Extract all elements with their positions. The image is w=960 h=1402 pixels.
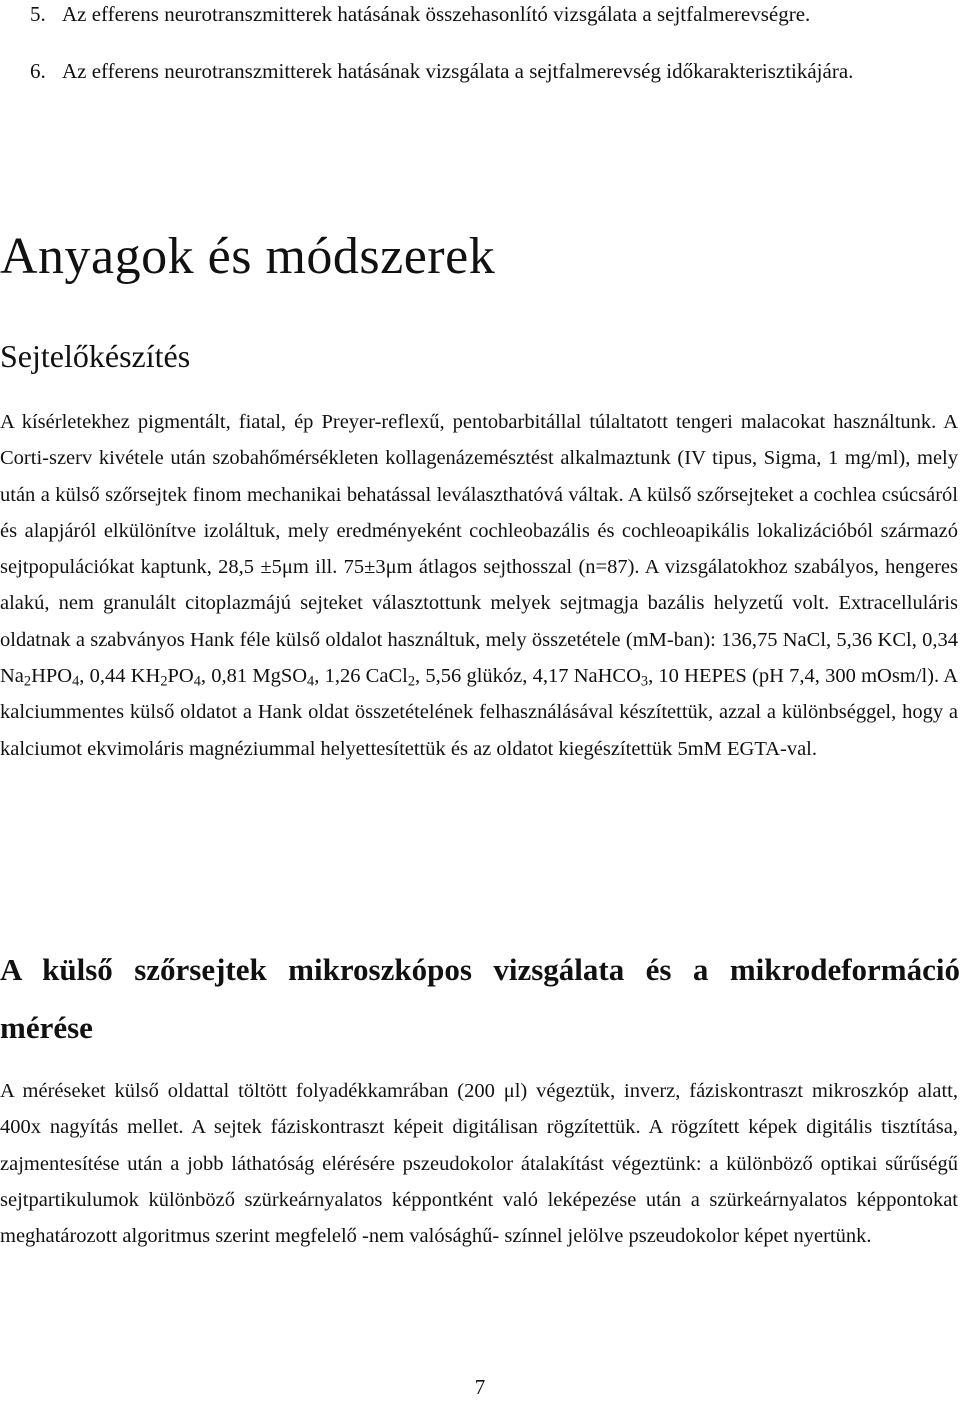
paragraph-text: , 5,56 glükóz, 4,17 NaHCO — [415, 665, 641, 688]
list-item — [0, 0, 957, 33]
paragraph-text: A kísérletekhez pigmentált, fiatal, ép Preyer-reflexű, pentobarbitállal túlaltatott tengeri malacokat használtunk. A Corti-szerv kivétele után szobahőmérsékleten kollagenázemésztést alkalmaztunk (IV tipus, Sigma, 1 mg/ml), mely után a külső szőrsejtek finom mechanikai behatással leválaszthatóvá váltak. A külső szőrsejteket a cochlea csúcsáról és alapjáról elkülönítve izoláltuk, mely eredményeként cochleobazális és cochleoapikális lokalizációból származó sejtpopulációkat kaptunk, 28,5 ±5μm ill. 75±3μm átlagos sejthosszal (n=87). A vizsgálatokhoz szabályos, hengeres alakú, nem granulált citoplazmájú sejteket választottunk melyek sejtmagja bazális helyzetű volt. Extracelluláris oldatnak a szabványos Hank féle külső oldalot használtuk, mely összetétele (mM-ban): 136,75 NaCl, 5,36 KCl, 0,34 Na — [0, 411, 958, 688]
paragraph-text: , 0,81 MgSO — [200, 665, 308, 688]
aims-list — [0, 0, 960, 90]
list-item — [0, 53, 957, 90]
section-title: Sejtelőkészítés — [0, 338, 191, 374]
methods-paragraph — [0, 404, 958, 767]
subscript: 3 — [640, 673, 649, 690]
subscript: 4 — [193, 673, 201, 690]
subscript: 2 — [23, 673, 32, 690]
subscript: 2 — [407, 673, 415, 690]
paragraph-text: , 1,26 CaCl — [314, 665, 408, 688]
list-item-number: 6. — [30, 59, 46, 83]
microscopy-paragraph: A méréseket külső oldattal töltött folyadékkamrában (200 μl) végeztük, inverz, fáziskontraszt mikroszkóp alatt, 400x nagyítás mellet. A sejtek fáziskontraszt képeit digitálisan rögzítettük. A rögzített képek digitális tisztítása, zajmentesítése után a jobb láthatóság elérésére pszeudokolor átalakítást végeztünk: a különböző optikai sűrűségű sejtpartikulumok különböző szürkeárnyalatos képpontként való leképezése után a szürkeárnyalatos képpontokat meghatározott algoritmus szerint megfelelő -nem valósághű- színnel jelölve pszeudokolor képet nyertünk. — [0, 1080, 958, 1248]
page-number: 7 — [474, 1375, 486, 1399]
paragraph-text: PO — [167, 665, 194, 688]
subscript: 2 — [160, 673, 168, 690]
list-item-text: Az efferens neurotranszmitterek hatásának vizsgálata a sejtfalmerevség időkarakterisztikájára. — [62, 59, 854, 83]
paragraph-text: HPO — [31, 665, 73, 688]
paragraph-text: , 0,44 KH — [79, 665, 161, 688]
subscript: 4 — [72, 673, 80, 690]
paragraph-text: , 10 HEPES (pH 7,4, 300 mOsm/l). A kalciummentes külső oldatot a Hank oldat összetételének felhasználásával készítettük, azzal a különbséggel, hogy a kalciumot ekvimoláris magnéziummal helyettesítettük és az oldatot kiegészítettük 5mM EGTA-val. — [0, 665, 958, 760]
list-item-number: 5. — [30, 2, 46, 26]
subsection-title: A külső szőrsejtek mikroszkópos vizsgálata és a mikrodeformáció mérése — [0, 952, 960, 1045]
list-item-text: Az efferens neurotranszmitterek hatásának összehasonlító vizsgálata a sejtfalmerevségre. — [62, 2, 811, 26]
subscript: 4 — [307, 673, 315, 690]
chapter-title: Anyagok és módszerek — [0, 228, 496, 285]
